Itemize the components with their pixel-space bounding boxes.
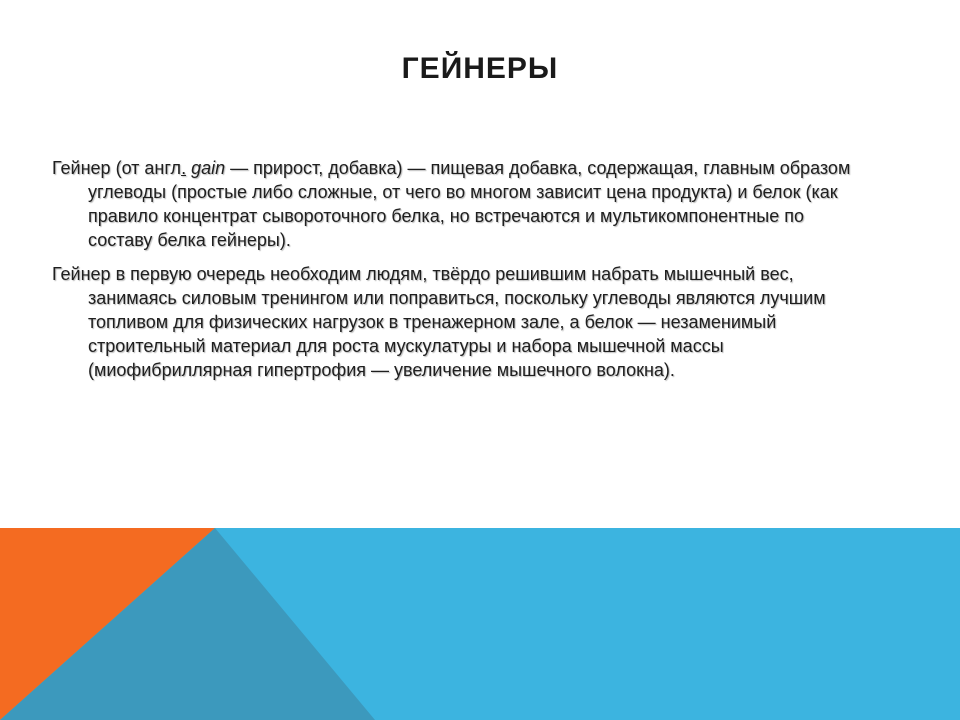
paragraph-1-term: gain [191,158,226,178]
paragraph-1-dot: . [181,158,187,178]
decorative-footer-shapes [0,528,960,720]
paragraph-1-prefix: Гейнер (от англ [52,158,182,178]
slide-title: ГЕЙНЕРЫ [401,52,559,85]
paragraph-2: Гейнер в первую очередь необходим людям, твёрдо решившим набрать мышечный вес, занимаясь силовым тренингом или поправиться, поскольку углеводы являются лучшим топливом для физических нагрузок в тренажерном зале, а белок — незаменимый строительный материал для роста мускулатуры и набора мышечной массы (миофибриллярная гипертрофия — увеличение мышечного волокна). [52,264,826,380]
paragraph-1-rest: — прирост, добавка) — пищевая добавка, содержащая, главным образом углеводы (простые либо сложные, от чего во многом зависит цена продукта) и белок (как правило концентрат сывороточного белка, но встречаются и мультикомпонентные по составу белка гейнеры). [88,158,851,250]
paragraph-1 [52,156,852,252]
slide-body [52,156,852,392]
